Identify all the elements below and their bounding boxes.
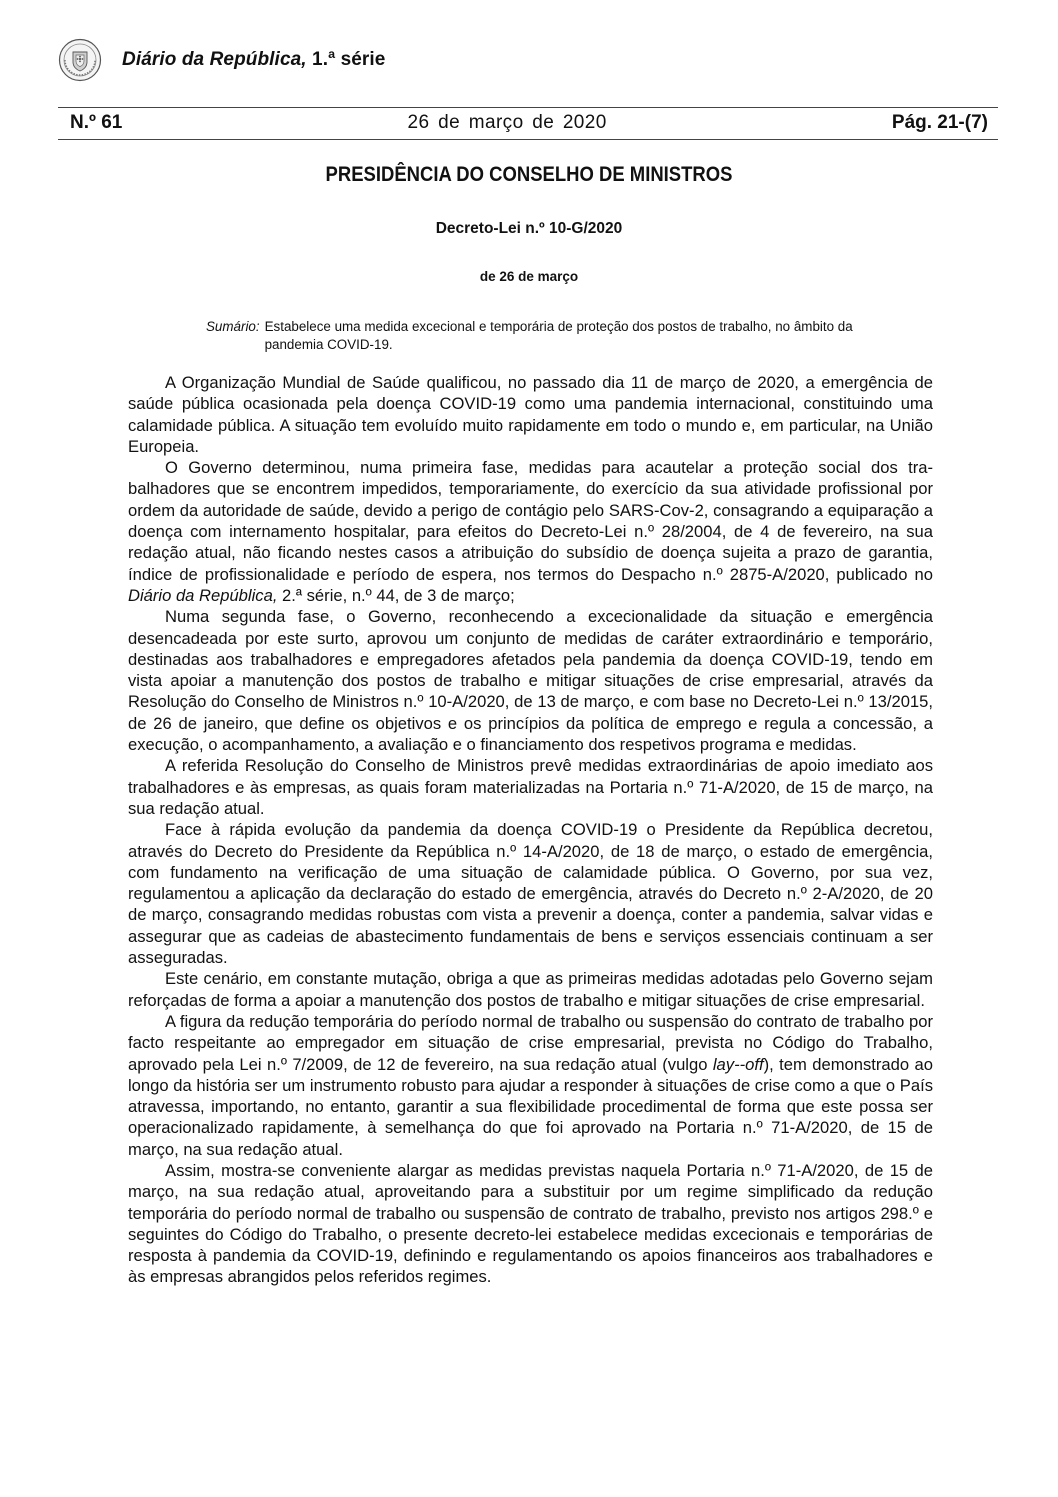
paragraph-7-text-b: ), tem demonstrado ao longo da história ser um instrumento robusto para ajudar a responder à situações de crise como a que o País atravessa, importando, no entanto, garantir a sua flexibilidade procedimental de forma que este possa ser operacionalizado rapidamente, à semelhança do que foi aprovado na Portaria n.º 71-A/2020, de 15 de março, na sua redação atual. — [128, 1054, 933, 1159]
summary-label: Sumário: — [206, 319, 260, 334]
decree-date: de 26 de março — [479, 269, 579, 284]
paragraph-8: Assim, mostra-se conveniente alargar as medidas previstas naquela Portaria n.º 71-A/2020, de 15 de março, na sua redação atual, aproveitando para a substituir por um regime simplificado da redução temporária do período normal de trabalho ou suspensão de contrato de trabalho, previsto nos artigos 298.º e seguintes do Código do Trabalho, o presente decreto-lei estabelece medidas excecionais e temporárias de resposta à pandemia da COVID-19, definindo e regulamentando os apoios financeiros aos trabalhadores e às empresas abrangidos pelos referidos regimes. — [128, 1160, 933, 1287]
paragraph-3: Numa segunda fase, o Governo, reconhecendo a excecionalidade da situação e emergência desencadeada por este surto, aprovou um conjunto de medidas de caráter extraordinário e temporário, destinadas aos trabalhadores e empregadores afetados pela pandemia da doença COVID-19, tendo em vista apoiar a manutenção dos postos de trabalho e mitigar situações de crise empresarial, através da Resolução do Conselho de Ministros n.º 10-A/2020, de 13 de março, e com base no Decreto-Lei n.º 13/2015, de 26 de janeiro, que define os objetivos e os princípios da política de emprego e regula a concessão, a execução, o acompanhamento, a avaliação e o financiamento dos respetivos programa e medidas. — [128, 607, 933, 755]
paragraph-7-text-a: A figura da redução temporária do período normal de trabalho ou suspensão do contrato de trabalho por facto respeitante ao empregador em situação de crise empresarial, prevista no Código do Trabalho, aprovado pela Lei n.º 7/2009, de 12 de fevereiro, na sua redação atual (vulgo — [128, 1011, 933, 1074]
issue-header — [70, 109, 988, 137]
paragraph-7 — [128, 1011, 933, 1160]
page-number: Pág. 21-(7) — [891, 112, 988, 133]
decree-title: Decreto-Lei n.º 10-G/2020 — [435, 220, 623, 237]
paragraph-4: A referida Resolução do Conselho de Ministros prevê medidas extraordinárias de apoio imediato aos trabalhadores e às empresas, as quais foram materializadas na Portaria n.º 71-A/2020, de 15 de março, na sua redação atual. — [128, 756, 933, 818]
issue-number: N.º 61 — [70, 112, 123, 133]
decree-body — [128, 372, 933, 1288]
masthead — [58, 36, 398, 84]
coat-of-arms-seal-icon — [58, 38, 102, 82]
ministry-heading: PRESIDÊNCIA DO CONSELHO DE MINISTROS — [325, 163, 733, 186]
publication-series: 1.ª série — [306, 49, 386, 70]
paragraph-2-text-b: 2.ª série, n.º 44, de 3 de março; — [277, 585, 515, 605]
paragraph-6: Este cenário, em constante mutação, obriga a que as primeiras medidas adotadas pelo Governo sejam reforçadas de forma a apoiar a manutenção dos postos de trabalho e mitigar situações de crise empresarial. — [128, 969, 933, 1010]
publication-name: Diário da República, — [122, 49, 307, 70]
publication-title — [122, 49, 385, 71]
paragraph-7-italic: lay‑-off — [712, 1054, 764, 1074]
header-top-rule — [58, 107, 998, 108]
paragraph-1: A Organização Mundial de Saúde qualificou, no passado dia 11 de março de 2020, a emergência de saúde pública ocasionada pela doença COVID-19 como uma pandemia internacional, constituindo uma calamidade pública. A situação tem evoluído muito rapidamente em todo o mundo e, em particular, na União Europeia. — [128, 373, 933, 456]
summary-text: Estabelece uma medida excecional e temporária de proteção dos postos de trabalho, no âmbito da pandemia COVID-19. — [264, 319, 853, 352]
header-bottom-rule — [58, 139, 998, 140]
paragraph-2 — [128, 457, 933, 606]
issue-date: 26 de março de 2020 — [407, 112, 607, 133]
paragraph-5: Face à rápida evolução da pandemia da doença COVID-19 o Presidente da República decretou, através do Decreto do Presidente da República n.º 14-A/2020, de 18 de março, o estado de emergência, com fundamento na verificação de uma situação de calamidade pública. O Governo, por sua vez, regulamentou a aplicação da declaração do estado de emergência, através do Decreto n.º 2-A/2020, de 20 de março, consagrando medidas robustas com vista a prevenir a doença, conter a pandemia, salvar vidas e assegurar que as cadeias de abastecimento fundamentais de bens e serviços essenciais continuam a ser asseguradas. — [128, 820, 933, 968]
paragraph-2-italic: Diário da República, — [128, 585, 278, 605]
paragraph-2-text-a: O Governo determinou, numa primeira fase, medidas para acautelar a proteção social dos trabalhadores que se encontrem impedidos, temporariamente, do exercício da sua atividade profissional por ordem da autoridade de saúde, devido a perigo de contágio pelo SARS-Cov-2, consagrando a equiparação a doença com internamento hospitalar, para efeitos do Decreto-Lei n.º 28/2004, de 4 de fevereiro, na sua redação atual, não ficando nestes casos a atribuição do subsídio de doença sujeita a prazo de garantia, índice de profissionalidade e período de espera, nos termos do Despacho n.º 2875-A/2020, publicado no — [128, 458, 933, 584]
summary — [206, 318, 906, 354]
